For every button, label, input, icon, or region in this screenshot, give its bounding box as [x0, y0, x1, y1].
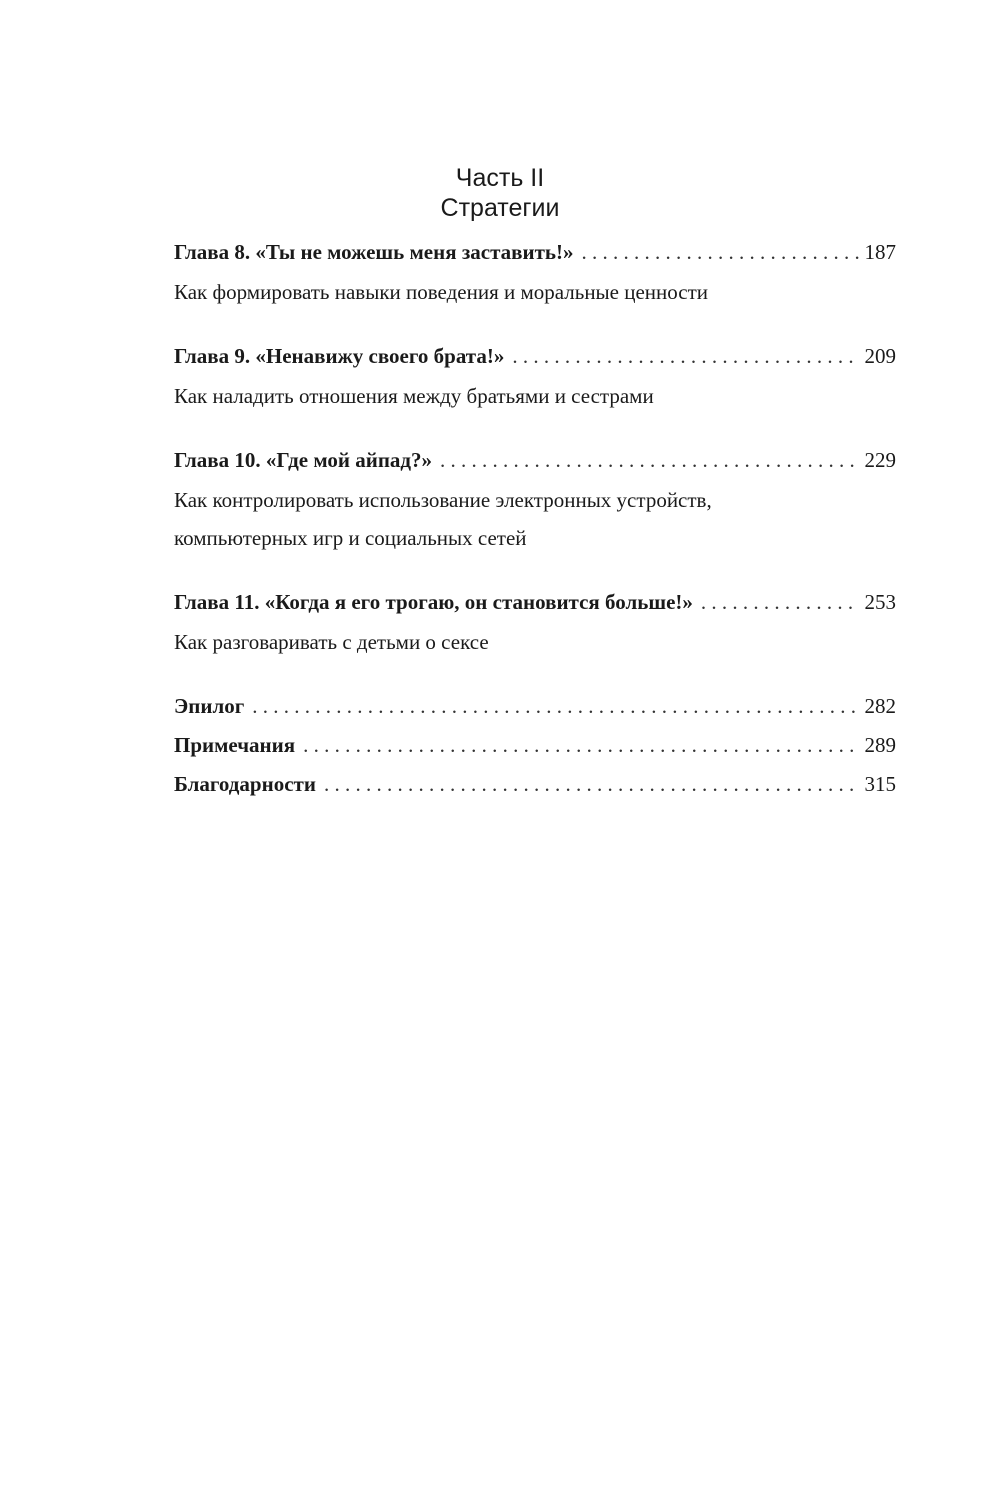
toc-entry-acknowledgements[interactable]	[174, 765, 896, 804]
dot-leader	[512, 337, 858, 375]
chapter-description: Как разговаривать с детьми о сексе	[174, 630, 489, 654]
dot-leader	[252, 687, 858, 726]
toc-entry-epilogue[interactable]	[174, 687, 896, 726]
backmatter-title: Благодарности	[174, 772, 316, 796]
part-subtitle: Стратегии	[440, 194, 560, 222]
dot-leader	[582, 233, 859, 271]
toc-entry-row[interactable]	[174, 441, 896, 479]
toc-chapter-10	[174, 441, 896, 557]
backmatter-title: Примечания	[174, 733, 296, 757]
page-number: 209	[864, 344, 896, 368]
table-of-contents	[174, 233, 896, 804]
page-number: 229	[864, 448, 896, 472]
toc-chapter-11	[174, 583, 896, 661]
chapter-title: Глава 9. «Ненавижу своего брата!»	[174, 344, 505, 368]
toc-entry-row[interactable]	[174, 233, 896, 271]
dot-leader	[440, 441, 858, 479]
toc-chapter-8	[174, 233, 896, 311]
toc-backmatter	[174, 687, 896, 804]
chapter-description: Как наладить отношения между братьями и сестрами	[174, 384, 654, 408]
page-number: 187	[864, 240, 896, 264]
toc-entry-notes[interactable]	[174, 726, 896, 765]
toc-entry-row[interactable]	[174, 583, 896, 621]
part-title: Часть II	[455, 164, 545, 192]
page-number: 282	[864, 694, 896, 718]
page-number: 289	[864, 733, 896, 757]
toc-chapter-9	[174, 337, 896, 415]
dot-leader	[701, 583, 859, 621]
chapter-description: Как формировать навыки поведения и моральные ценности	[174, 280, 709, 304]
chapter-title: Глава 11. «Когда я его трогаю, он становится больше!»	[174, 590, 693, 614]
chapter-description: Как контролировать использование электронных устройств, компьютерных игр и социальных сетей	[174, 488, 712, 550]
dot-leader	[324, 765, 859, 804]
toc-entry-row[interactable]	[174, 337, 896, 375]
page-number: 253	[864, 590, 896, 614]
dot-leader	[303, 726, 858, 765]
page-number: 315	[864, 772, 896, 796]
backmatter-title: Эпилог	[174, 694, 245, 718]
chapter-title: Глава 8. «Ты не можешь меня заставить!»	[174, 240, 574, 264]
chapter-title: Глава 10. «Где мой айпад?»	[174, 448, 433, 472]
